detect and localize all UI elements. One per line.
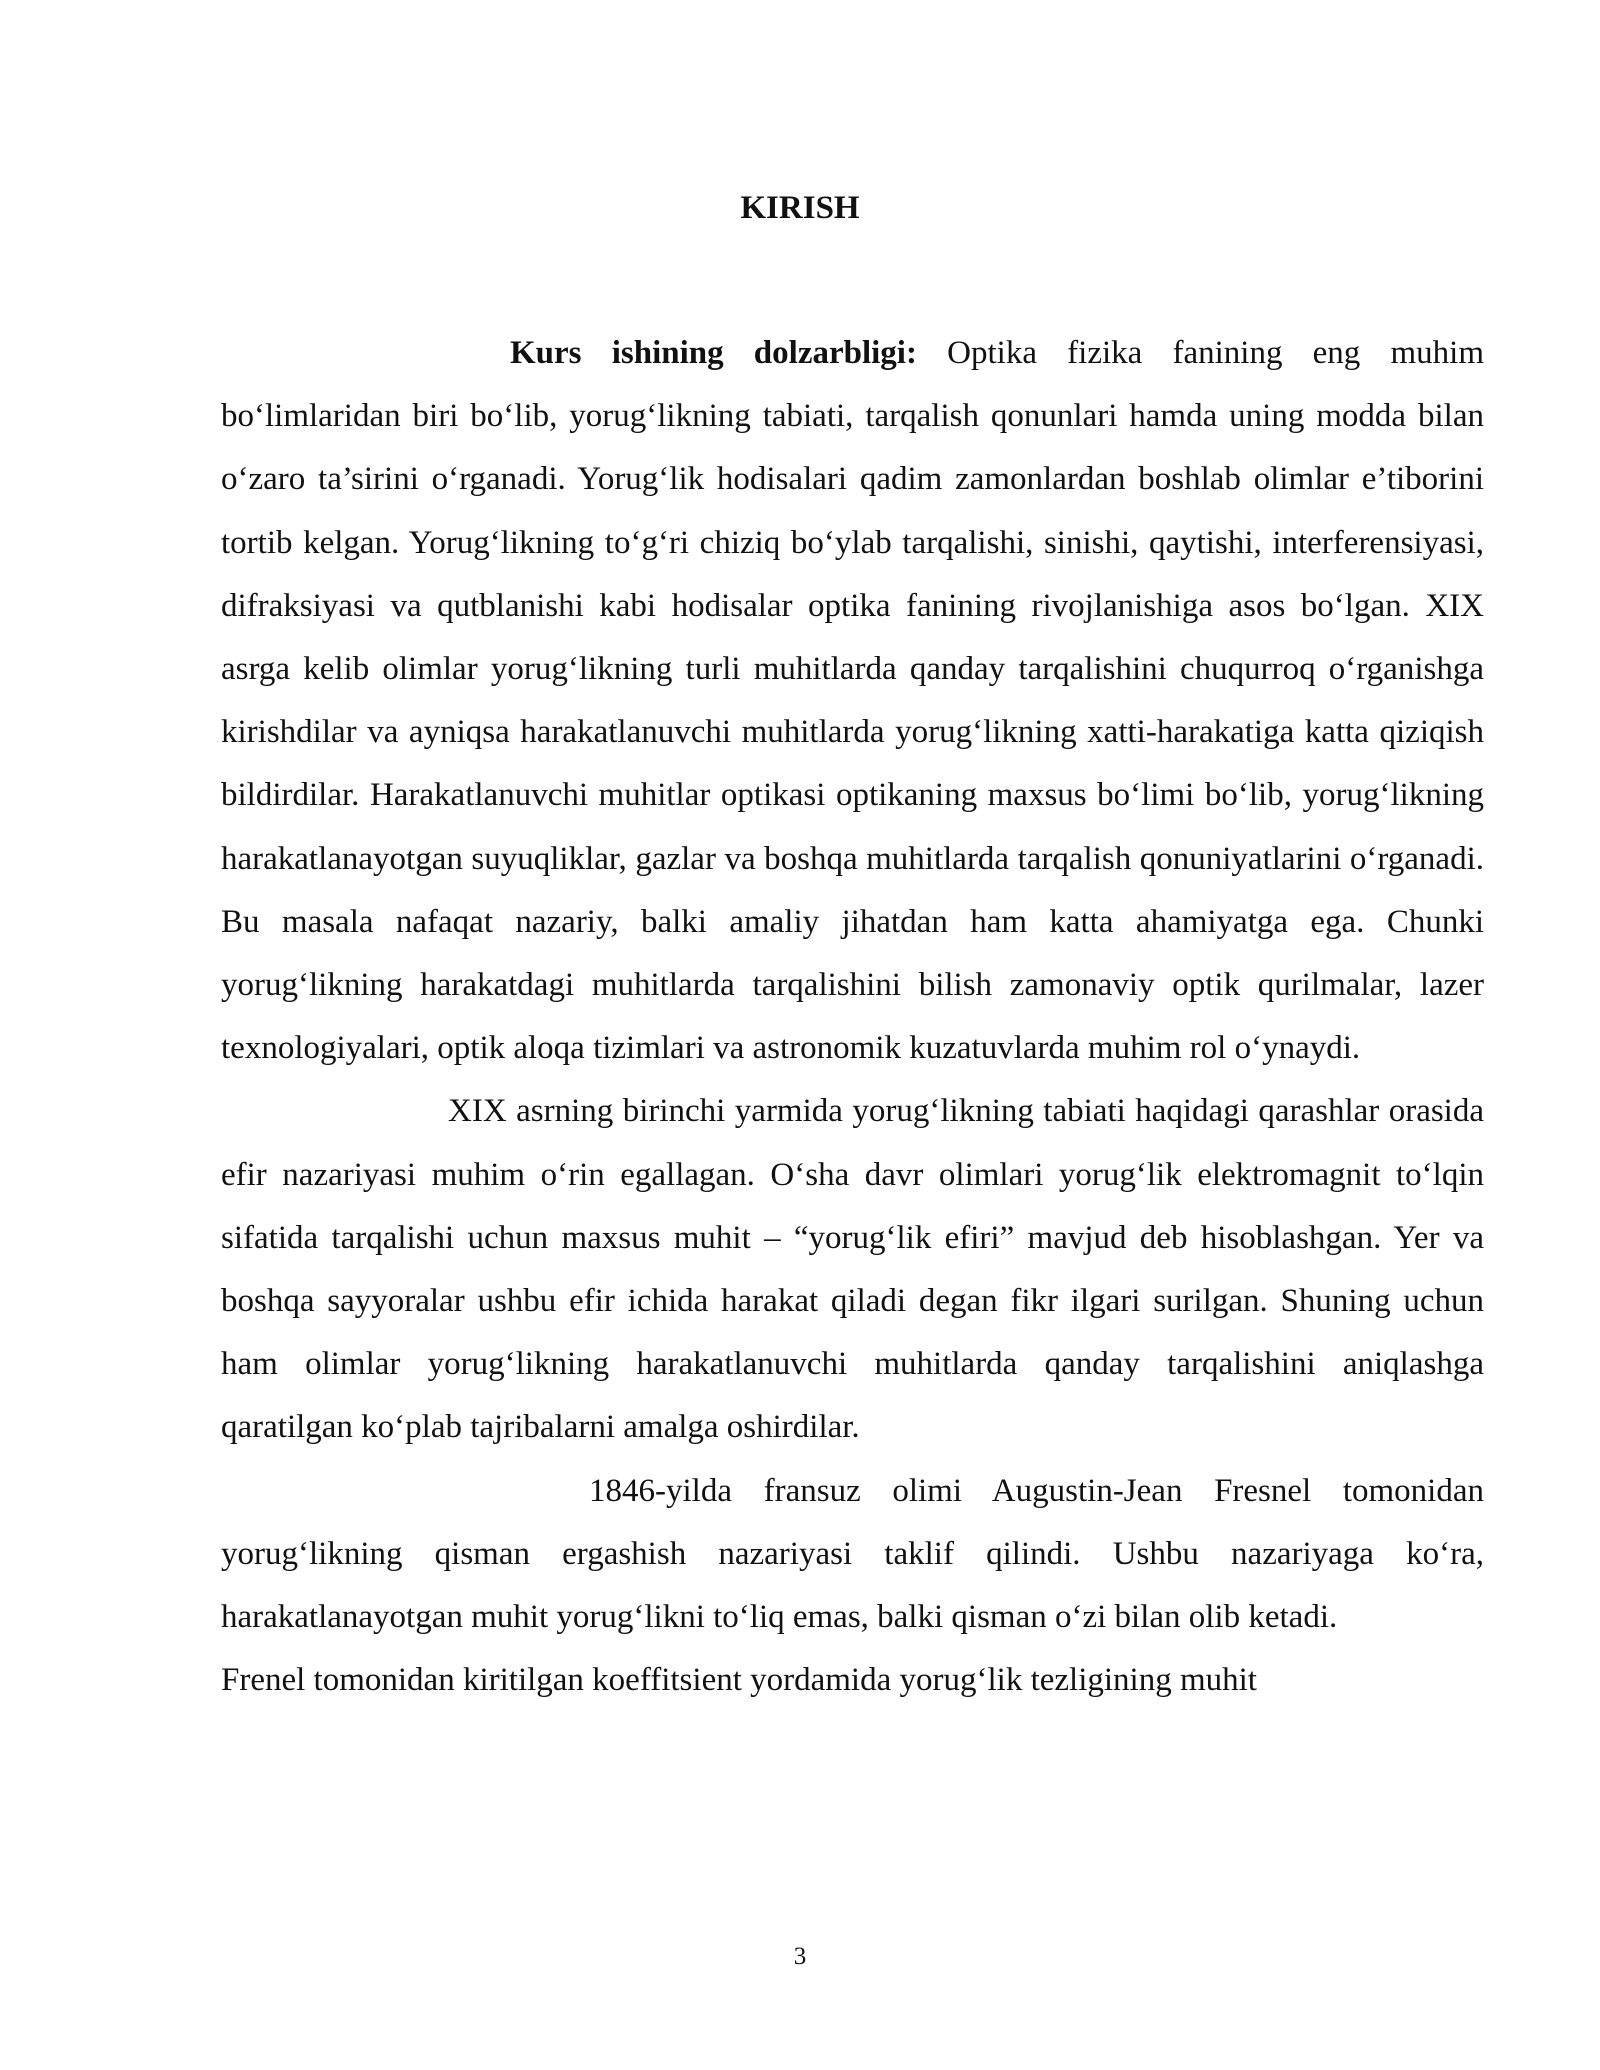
paragraph-fresnel-coefficient: Frenel tomonidan kiritilgan koeffitsient yordamida yorug‘lik tezligining muhit (221, 1662, 1257, 1699)
paragraph-ether-theory: XIX asrning birinchi yarmida yorug‘likning tabiati haqidagi qarashlar orasida efir nazariyasi muhim o‘rin egallagan. O‘sha davr olimlari yorug‘lik elektromagnit to‘lqin sifatida tarqalishi uchun maxsus muhit – “yorug‘lik efiri” mavjud deb hisoblashgan. Yer va boshqa sayyoralar ushbu efir ichida harakat qiladi degan fikr ilgari surilgan. Shuning uchun ham olimlar yorug‘likning harakatlanuvchi muhitlarda qanday tarqalishini aniqlashga qaratilgan ko‘plab tajribalarni amalga oshirdilar. (221, 1093, 1484, 1446)
paragraph-fresnel-theory: 1846-yilda fransuz olimi Augustin-Jean Fresnel tomonidan yorug‘likning qisman ergashish nazariyasi taklif qilindi. Ushbu nazariyaga ko‘ra, harakatlanayotgan muhit yorug‘likni to‘liq emas, balki qisman o‘zi bilan olib ketadi. (221, 1472, 1484, 1636)
page-number: 3 (793, 1943, 807, 1970)
section-title: KIRISH (740, 190, 860, 226)
paragraph-relevance (221, 322, 1484, 1080)
paragraph-lead: Kurs ishining dolzarbligi: (510, 335, 917, 371)
paragraph-text: Optika fizika fanining eng muhim bo‘limlaridan biri bo‘lib, yorug‘likning tabiati, tarqalish qonunlari hamda uning modda bilan o‘zaro ta’sirini o‘rganadi. Yorug‘lik hodisalari qadim zamonlardan boshlab olimlar e’tiborini tortib kelgan. Yorug‘likning to‘g‘ri chiziq bo‘ylab tarqalishi, sinishi, qaytishi, interferensiyasi, difraksiyasi va qutblanishi kabi hodisalar optika fanining rivojlanishiga asos bo‘lgan. XIX asrga kelib olimlar yorug‘likning turli muhitlarda qanday tarqalishini chuqurroq o‘rganishga kirishdilar va ayniqsa harakatlanuvchi muhitlarda yorug‘likning xatti-harakatiga katta qiziqish bildirdilar. Harakatlanuvchi muhitlar optikasi optikaning maxsus bo‘limi bo‘lib, yorug‘likning harakatlanayotgan suyuqliklar, gazlar va boshqa muhitlarda tarqalish qonuniyatlarini o‘rganadi. Bu masala nafaqat nazariy, balki amaliy jihatdan ham katta ahamiyatga ega. Chunki yorug‘likning harakatdagi muhitlarda tarqalishini bilish zamonaviy optik qurilmalar, lazer texnologiyalari, optik aloqa tizimlari va astronomik kuzatuvlarda muhim rol o‘ynaydi. (221, 335, 1484, 1067)
body-text (221, 322, 1484, 1712)
